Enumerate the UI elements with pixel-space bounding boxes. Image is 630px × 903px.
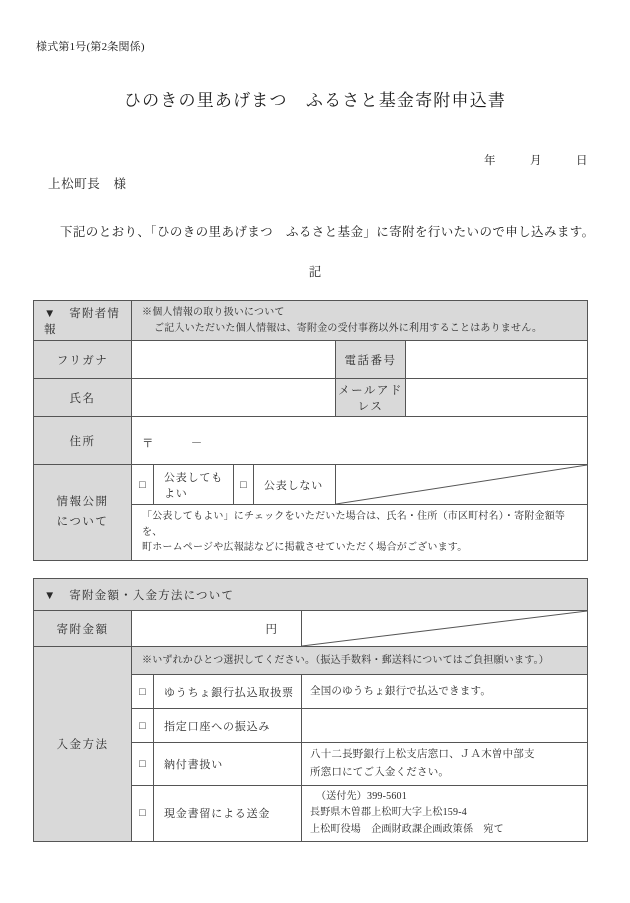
amount-label: 寄附金額 xyxy=(34,611,132,647)
email-label: メールアドレス xyxy=(336,379,406,417)
payment-instruction: ※いずれかひとつ選択してください。（振込手数料・郵送料についてはご負担願います。） xyxy=(132,647,588,675)
table-row xyxy=(34,341,588,379)
table-row xyxy=(34,417,588,465)
method-description-line-1: 八十二長野銀行上松支店窓口、ＪＡ木曽中部支 xyxy=(310,749,535,760)
lead-text: 下記のとおり、「ひのきの里あげまつ ふるさと基金」に寄附を行いたいので申し込みます。 xyxy=(60,225,595,239)
disclosure-private-checkbox[interactable]: □ xyxy=(234,465,254,505)
method-description-yucho xyxy=(302,675,588,709)
table-row xyxy=(34,611,588,647)
name-input[interactable] xyxy=(132,379,336,417)
method-checkbox-noufusho[interactable]: □ xyxy=(132,743,154,786)
table-row xyxy=(34,301,588,341)
method-description-transfer xyxy=(302,709,588,743)
addressee: 上松町長 様 xyxy=(48,177,127,191)
payment-section-header: ▼ 寄附金額・入金方法について xyxy=(34,579,588,611)
phone-label: 電話番号 xyxy=(336,341,406,379)
furigana-input[interactable] xyxy=(132,341,336,379)
method-label-noufusho: 納付書扱い xyxy=(154,743,302,786)
method-checkbox-cash[interactable]: □ xyxy=(132,785,154,842)
disclosure-label-line-1: 情報公開 xyxy=(56,495,109,508)
postal-dash: － xyxy=(190,438,203,450)
disclosure-note-line-2: 町ホームページや広報誌などに掲載させていただく場合がございます。 xyxy=(142,542,468,553)
table-row xyxy=(34,579,588,611)
page-title: ひのきの里あげまつ ふるさと基金寄附申込書 xyxy=(123,91,507,110)
name-label: 氏名 xyxy=(34,379,132,417)
method-label-yucho: ゆうちょ銀行払込取扱票 xyxy=(154,675,302,709)
furigana-label: フリガナ xyxy=(34,341,132,379)
method-description-line-1: 全国のゆうちょ銀行で払込できます。 xyxy=(310,685,492,697)
method-description-cash xyxy=(302,785,588,842)
method-label-transfer: 指定口座への振込み xyxy=(154,709,302,743)
date-day-label: 日 xyxy=(576,155,588,167)
donor-information-table xyxy=(33,300,588,561)
address-input[interactable] xyxy=(132,417,588,465)
diagonal-strike-icon xyxy=(302,611,587,646)
email-input[interactable] xyxy=(406,379,588,417)
method-description-line-3: 上松町役場 企画財政課企画政策係 宛て xyxy=(310,823,504,835)
disclosure-public-label: 公表してもよい xyxy=(154,465,234,505)
privacy-note-line-2: ご記入いただいた個人情報は、寄附金の受付事務以外に利用することはありません。 xyxy=(154,322,543,334)
postal-mark-icon: 〒 xyxy=(142,438,154,450)
method-description-line-1: （送付先）399-5601 xyxy=(316,790,407,802)
privacy-note-line-1: ※個人情報の取り扱いについて xyxy=(142,307,285,318)
form-number: 様式第1号(第2条関係) xyxy=(36,41,145,53)
amount-input[interactable] xyxy=(132,611,302,647)
amount-unit: 円 xyxy=(265,623,277,636)
diagonal-strike-icon xyxy=(336,465,587,504)
payment-information-table xyxy=(33,578,588,842)
disclosure-note-line-1: 「公表してもよい」にチェックをいただいた場合は、氏名・住所（市区町村名）・寄附金額等を、 xyxy=(142,511,566,538)
disclosure-label-line-2: について xyxy=(56,516,109,529)
disclosure-note xyxy=(132,505,588,561)
amount-strikeout-cell xyxy=(302,611,588,647)
method-checkbox-yucho[interactable]: □ xyxy=(132,675,154,709)
date-month-label: 月 xyxy=(530,155,542,167)
ki-mark: 記 xyxy=(308,265,322,279)
method-description-line-2: 所窓口にてご入金ください。 xyxy=(310,766,450,778)
date-line xyxy=(484,152,588,168)
disclosure-private-label: 公表しない xyxy=(254,465,336,505)
disclosure-public-checkbox[interactable]: □ xyxy=(132,465,154,505)
table-row xyxy=(34,647,588,675)
phone-input[interactable] xyxy=(406,341,588,379)
disclosure-strikeout-cell xyxy=(336,465,588,505)
method-description-line-2: 長野県木曽郡上松町大字上松159-4 xyxy=(310,807,467,819)
method-description-noufusho xyxy=(302,743,588,786)
date-year-label: 年 xyxy=(484,155,496,167)
address-label: 住所 xyxy=(34,417,132,465)
payment-method-label: 入金方法 xyxy=(34,647,132,842)
disclosure-label xyxy=(34,465,132,561)
privacy-note xyxy=(132,301,588,341)
table-row xyxy=(34,465,588,505)
method-checkbox-transfer[interactable]: □ xyxy=(132,709,154,743)
donor-section-header: ▼ 寄附者情報 xyxy=(34,301,132,341)
method-label-cash: 現金書留による送金 xyxy=(154,785,302,842)
table-row xyxy=(34,379,588,417)
